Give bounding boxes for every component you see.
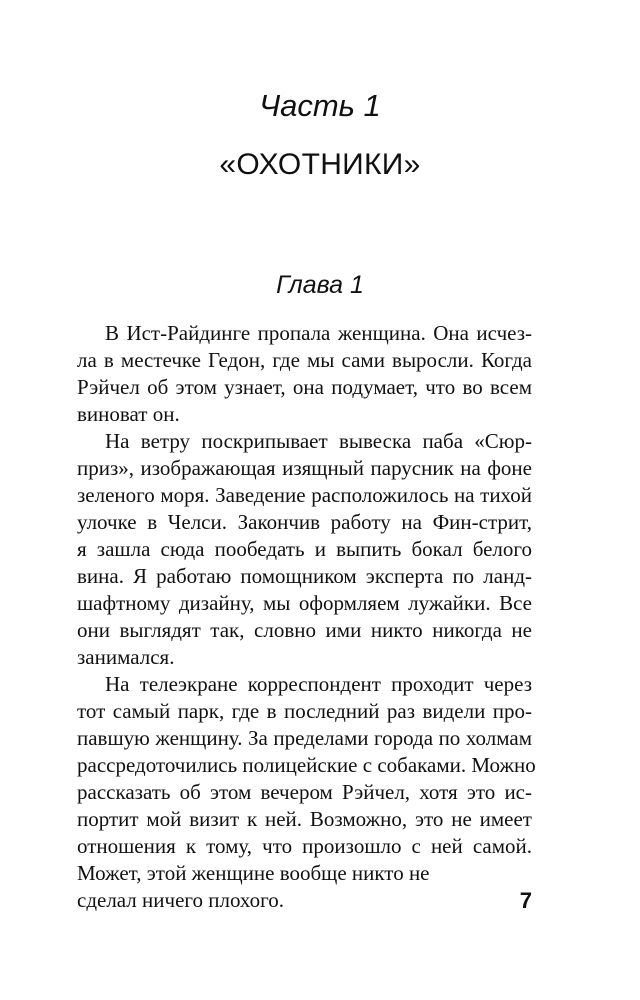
text-line-content: сделал ничего плохого. [77,888,284,912]
paragraph [77,428,532,671]
text-line: они выглядят так, словно ими никто никогда не [77,618,532,642]
text-line: шафтному дизайну, мы оформляем лужайки. Все [77,591,532,615]
text-line: виноват он. [77,402,180,426]
text-line: На ветру поскрипывает вывеска паба «Сюр- [105,429,532,453]
text-line: рассказать об этом вечером Рэйчел, хотя это ис- [77,780,532,804]
text-line: На телеэкране корреспондент проходит через [105,672,532,696]
text-line: В Ист-Райдинге пропала женщина. Она исчез- [105,321,532,345]
page-number: 7 [519,888,532,913]
paragraph [77,320,532,428]
text-line: ла в местечке Гедон, где мы сами выросли. Когда [77,348,532,372]
text-line: отношения к тому, что произошло с ней самой. [77,834,532,858]
text-line-final [77,887,532,914]
text-line: приз», изображающая изящный парусник на фоне [77,456,532,480]
text-line: павшую женщину. За пределами города по холмам [77,726,532,750]
text-line: рассредоточились полицейские с собаками. Можно [77,753,536,777]
text-line: Может, этой женщине вообще никто не [77,861,430,885]
paragraph [77,671,536,914]
text-line: занимался. [77,645,175,669]
part-title: Часть 1 [259,88,381,123]
text-line: тот самый парк, где в последний раз видели про- [77,699,532,723]
part-name: «ОХОТНИКИ» [219,148,421,181]
text-line: зеленого моря. Заведение расположилось на тихой [77,483,532,507]
text-line: Рэйчел об этом узнает, она подумает, что во всем [77,375,532,399]
text-line: вина. Я работаю помощником эксперта по ланд- [77,564,532,588]
chapter-text [77,320,536,914]
chapter-title: Глава 1 [276,271,364,299]
text-line: улочке в Челси. Закончив работу на Фин-стрит, [77,510,532,534]
text-line: портит мой визит к ней. Возможно, это не имеет [77,807,532,831]
text-line: я зашла сюда пообедать и выпить бокал белого [77,537,532,561]
